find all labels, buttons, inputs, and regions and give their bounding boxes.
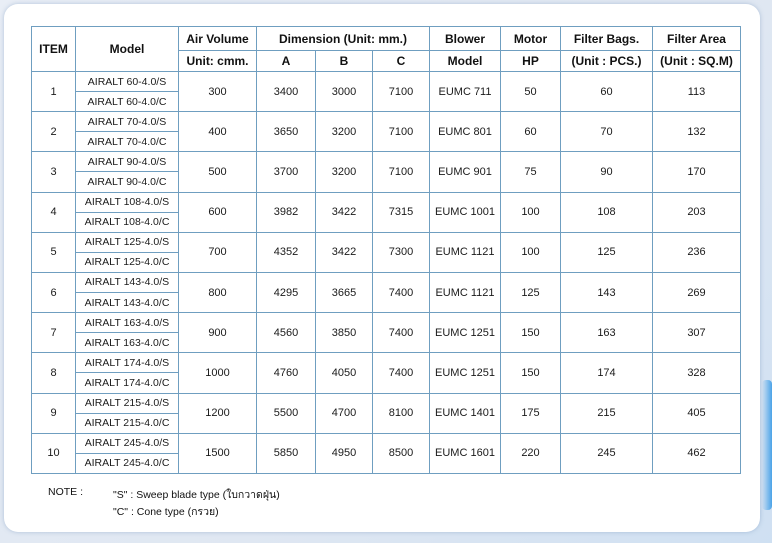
filter-bags-cell: 108 [561, 192, 653, 232]
air-volume-cell: 1500 [179, 433, 257, 473]
header-motor-unit: HP [501, 51, 561, 72]
header-motor: Motor [501, 27, 561, 51]
model-sweep-cell: AIRALT 108-4.0/S [76, 192, 179, 212]
model-sweep-cell: AIRALT 70-4.0/S [76, 112, 179, 132]
air-volume-cell: 400 [179, 112, 257, 152]
header-filter-bags: Filter Bags. [561, 27, 653, 51]
table-row [32, 393, 741, 413]
header-dim-a: A [257, 51, 316, 72]
note-line-sweep: "S" : Sweep blade type (ใบกวาดฝุ่น) [113, 489, 280, 501]
dim-a-cell: 5850 [257, 433, 316, 473]
table-row [32, 313, 741, 333]
dim-b-cell: 3850 [316, 313, 373, 353]
header-filter-area-unit: (Unit : SQ.M) [653, 51, 741, 72]
blower-model-cell: EUMC 711 [430, 72, 501, 112]
filter-area-cell: 170 [653, 152, 741, 192]
motor-hp-cell: 100 [501, 192, 561, 232]
item-number-cell: 9 [32, 393, 76, 433]
dim-b-cell: 3200 [316, 112, 373, 152]
dim-c-cell: 7300 [373, 232, 430, 272]
header-model: Model [76, 27, 179, 72]
air-volume-cell: 900 [179, 313, 257, 353]
dim-b-cell: 3422 [316, 192, 373, 232]
air-volume-cell: 300 [179, 72, 257, 112]
edge-glow [762, 380, 772, 510]
filter-bags-cell: 60 [561, 72, 653, 112]
blower-model-cell: EUMC 901 [430, 152, 501, 192]
filter-area-cell: 113 [653, 72, 741, 112]
item-number-cell: 10 [32, 433, 76, 473]
dim-c-cell: 7400 [373, 272, 430, 312]
model-cone-cell: AIRALT 143-4.0/C [76, 293, 179, 313]
header-filter-area: Filter Area [653, 27, 741, 51]
blower-model-cell: EUMC 1601 [430, 433, 501, 473]
dim-a-cell: 4352 [257, 232, 316, 272]
dim-c-cell: 7400 [373, 313, 430, 353]
spec-table [31, 26, 741, 474]
note-line-cone: "C" : Cone type (กรวย) [113, 506, 219, 518]
dim-b-cell: 3665 [316, 272, 373, 312]
model-cone-cell: AIRALT 60-4.0/C [76, 92, 179, 112]
motor-hp-cell: 125 [501, 272, 561, 312]
motor-hp-cell: 50 [501, 72, 561, 112]
dim-b-cell: 4050 [316, 353, 373, 393]
filter-bags-cell: 70 [561, 112, 653, 152]
model-sweep-cell: AIRALT 174-4.0/S [76, 353, 179, 373]
dim-c-cell: 7400 [373, 353, 430, 393]
air-volume-cell: 500 [179, 152, 257, 192]
header-item: ITEM [32, 27, 76, 72]
filter-area-cell: 236 [653, 232, 741, 272]
dim-a-cell: 4560 [257, 313, 316, 353]
air-volume-cell: 1000 [179, 353, 257, 393]
filter-bags-cell: 125 [561, 232, 653, 272]
table-row [32, 112, 741, 132]
filter-bags-cell: 245 [561, 433, 653, 473]
filter-area-cell: 328 [653, 353, 741, 393]
air-volume-cell: 800 [179, 272, 257, 312]
dim-c-cell: 7315 [373, 192, 430, 232]
header-dim-b: B [316, 51, 373, 72]
table-row [32, 232, 741, 252]
dim-a-cell: 5500 [257, 393, 316, 433]
dim-b-cell: 3422 [316, 232, 373, 272]
header-filter-bags-unit: (Unit : PCS.) [561, 51, 653, 72]
motor-hp-cell: 175 [501, 393, 561, 433]
model-sweep-cell: AIRALT 143-4.0/S [76, 272, 179, 292]
motor-hp-cell: 150 [501, 313, 561, 353]
filter-area-cell: 132 [653, 112, 741, 152]
item-number-cell: 7 [32, 313, 76, 353]
item-number-cell: 1 [32, 72, 76, 112]
dim-a-cell: 3982 [257, 192, 316, 232]
header-blower: Blower [430, 27, 501, 51]
dim-b-cell: 4700 [316, 393, 373, 433]
filter-area-cell: 405 [653, 393, 741, 433]
filter-bags-cell: 90 [561, 152, 653, 192]
motor-hp-cell: 75 [501, 152, 561, 192]
item-number-cell: 6 [32, 272, 76, 312]
header-dim-c: C [373, 51, 430, 72]
blower-model-cell: EUMC 1001 [430, 192, 501, 232]
dim-b-cell: 3000 [316, 72, 373, 112]
motor-hp-cell: 220 [501, 433, 561, 473]
header-dimension: Dimension (Unit: mm.) [257, 27, 430, 51]
model-sweep-cell: AIRALT 215-4.0/S [76, 393, 179, 413]
blower-model-cell: EUMC 1401 [430, 393, 501, 433]
model-sweep-cell: AIRALT 163-4.0/S [76, 313, 179, 333]
filter-bags-cell: 143 [561, 272, 653, 312]
air-volume-cell: 600 [179, 192, 257, 232]
item-number-cell: 5 [32, 232, 76, 272]
dim-a-cell: 4295 [257, 272, 316, 312]
table-row [32, 152, 741, 172]
item-number-cell: 2 [32, 112, 76, 152]
item-number-cell: 3 [32, 152, 76, 192]
note-label: NOTE : [48, 486, 84, 498]
blower-model-cell: EUMC 1251 [430, 353, 501, 393]
blower-model-cell: EUMC 1121 [430, 272, 501, 312]
model-cone-cell: AIRALT 125-4.0/C [76, 252, 179, 272]
dim-a-cell: 3400 [257, 72, 316, 112]
model-cone-cell: AIRALT 215-4.0/C [76, 413, 179, 433]
filter-area-cell: 462 [653, 433, 741, 473]
item-number-cell: 8 [32, 353, 76, 393]
blower-model-cell: EUMC 1121 [430, 232, 501, 272]
filter-area-cell: 269 [653, 272, 741, 312]
motor-hp-cell: 100 [501, 232, 561, 272]
header-air-volume-unit: Unit: cmm. [179, 51, 257, 72]
model-cone-cell: AIRALT 163-4.0/C [76, 333, 179, 353]
table-row [32, 72, 741, 92]
model-cone-cell: AIRALT 90-4.0/C [76, 172, 179, 192]
dim-a-cell: 3650 [257, 112, 316, 152]
dim-a-cell: 3700 [257, 152, 316, 192]
table-row [32, 433, 741, 453]
dim-b-cell: 3200 [316, 152, 373, 192]
table-row [32, 353, 741, 373]
filter-bags-cell: 215 [561, 393, 653, 433]
filter-area-cell: 203 [653, 192, 741, 232]
dim-c-cell: 7100 [373, 72, 430, 112]
filter-area-cell: 307 [653, 313, 741, 353]
model-cone-cell: AIRALT 70-4.0/C [76, 132, 179, 152]
filter-bags-cell: 174 [561, 353, 653, 393]
dim-c-cell: 7100 [373, 152, 430, 192]
model-sweep-cell: AIRALT 125-4.0/S [76, 232, 179, 252]
motor-hp-cell: 150 [501, 353, 561, 393]
dim-b-cell: 4950 [316, 433, 373, 473]
model-sweep-cell: AIRALT 60-4.0/S [76, 72, 179, 92]
dim-a-cell: 4760 [257, 353, 316, 393]
table-row [32, 192, 741, 212]
model-cone-cell: AIRALT 245-4.0/C [76, 453, 179, 473]
model-cone-cell: AIRALT 108-4.0/C [76, 212, 179, 232]
motor-hp-cell: 60 [501, 112, 561, 152]
blower-model-cell: EUMC 1251 [430, 313, 501, 353]
item-number-cell: 4 [32, 192, 76, 232]
model-sweep-cell: AIRALT 90-4.0/S [76, 152, 179, 172]
dim-c-cell: 8500 [373, 433, 430, 473]
filter-bags-cell: 163 [561, 313, 653, 353]
table-row [32, 272, 741, 292]
air-volume-cell: 700 [179, 232, 257, 272]
dim-c-cell: 8100 [373, 393, 430, 433]
blower-model-cell: EUMC 801 [430, 112, 501, 152]
model-cone-cell: AIRALT 174-4.0/C [76, 373, 179, 393]
header-blower-model: Model [430, 51, 501, 72]
model-sweep-cell: AIRALT 245-4.0/S [76, 433, 179, 453]
header-air-volume: Air Volume [179, 27, 257, 51]
dim-c-cell: 7100 [373, 112, 430, 152]
air-volume-cell: 1200 [179, 393, 257, 433]
